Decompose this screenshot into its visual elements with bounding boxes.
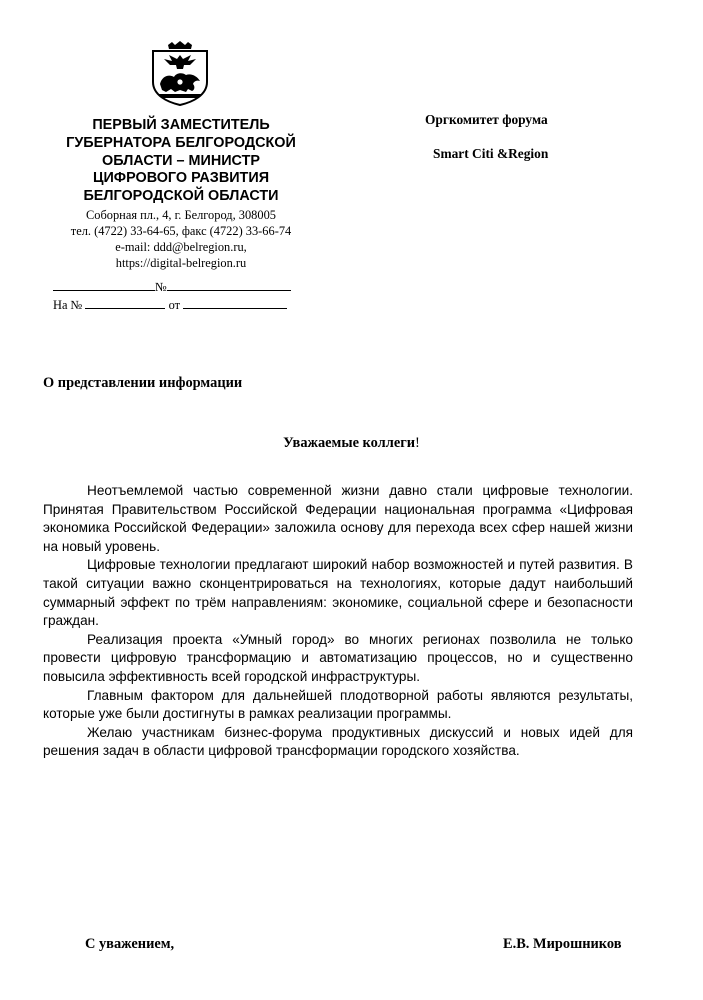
signature-name: Е.В. Мирошников	[503, 936, 622, 952]
registration-line	[53, 279, 291, 295]
body-paragraph: Неотъемлемой частью современной жизни давно стали цифровые технологии. Принятая Правительством Российской Федерации национальная программа «Цифровая экономика Российской Федерации» заложила основу для перехода всех сфер нашей жизни на новый уровень.	[43, 483, 633, 554]
body-paragraph: Цифровые технологии предлагают широкий набор возможностей и путей развития. В такой ситуации важно сконцентрироваться на технологиях, которые дадут наибольший суммарный эффект по трём направлениям: экономике, социальной сфере и безопасности граждан.	[43, 557, 633, 629]
reg-number-sign: №	[155, 280, 167, 294]
letter-body	[43, 482, 633, 761]
contact-website: https://digital-belregion.ru	[115, 256, 247, 270]
reg-in-reply-label: На №	[53, 298, 83, 312]
addressee-forum-name: Smart Citi &Region	[433, 146, 549, 161]
org-title-line: ЦИФРОВОГО РАЗВИТИЯ	[92, 170, 270, 187]
greeting	[0, 435, 703, 452]
org-title-line: ГУБЕРНАТОРА БЕЛГОРОДСКОЙ	[66, 134, 296, 151]
body-paragraph: Желаю участникам бизнес-форума продуктивных дискуссий и новых идей для решения задач в области цифровой трансформации городского хозяйства.	[43, 724, 633, 759]
contact-phone-fax: тел. (4722) 33-64-65, факс (4722) 33-66-74	[70, 224, 292, 238]
contact-email: e-mail: ddd@belregion.ru,	[115, 240, 247, 254]
addressee-line: Оргкомитет форума	[425, 112, 548, 127]
org-title-line: ПЕРВЫЙ ЗАМЕСТИТЕЛЬ	[92, 117, 270, 133]
greeting-punct: !	[415, 435, 420, 451]
reg-from-label: от	[168, 298, 181, 312]
org-title-line: БЕЛГОРОДСКОЙ ОБЛАСТИ	[83, 188, 279, 205]
coat-of-arms-icon	[147, 40, 213, 106]
organization-title	[40, 117, 322, 206]
body-paragraph: Реализация проекта «Умный город» во многих регионах позволила не только провести цифровую трансформацию и автоматизацию процессов, но и существенно повысила эффективность всей городской инфраструктуры.	[43, 631, 633, 684]
greeting-text: Уважаемые коллеги	[283, 435, 416, 451]
letter-subject: О представлении информации	[43, 375, 243, 391]
signature-closing: С уважением,	[85, 936, 175, 952]
body-paragraph: Главным фактором для дальнейшей плодотворной работы являются результаты, которые уже были достигнуты в рамках реализации программы.	[43, 687, 633, 722]
reply-reference-line	[53, 297, 287, 313]
contact-address: Соборная пл., 4, г. Белгород, 308005	[86, 208, 276, 222]
org-title-line: ОБЛАСТИ – МИНИСТР	[102, 152, 260, 169]
organization-contacts	[40, 207, 322, 271]
